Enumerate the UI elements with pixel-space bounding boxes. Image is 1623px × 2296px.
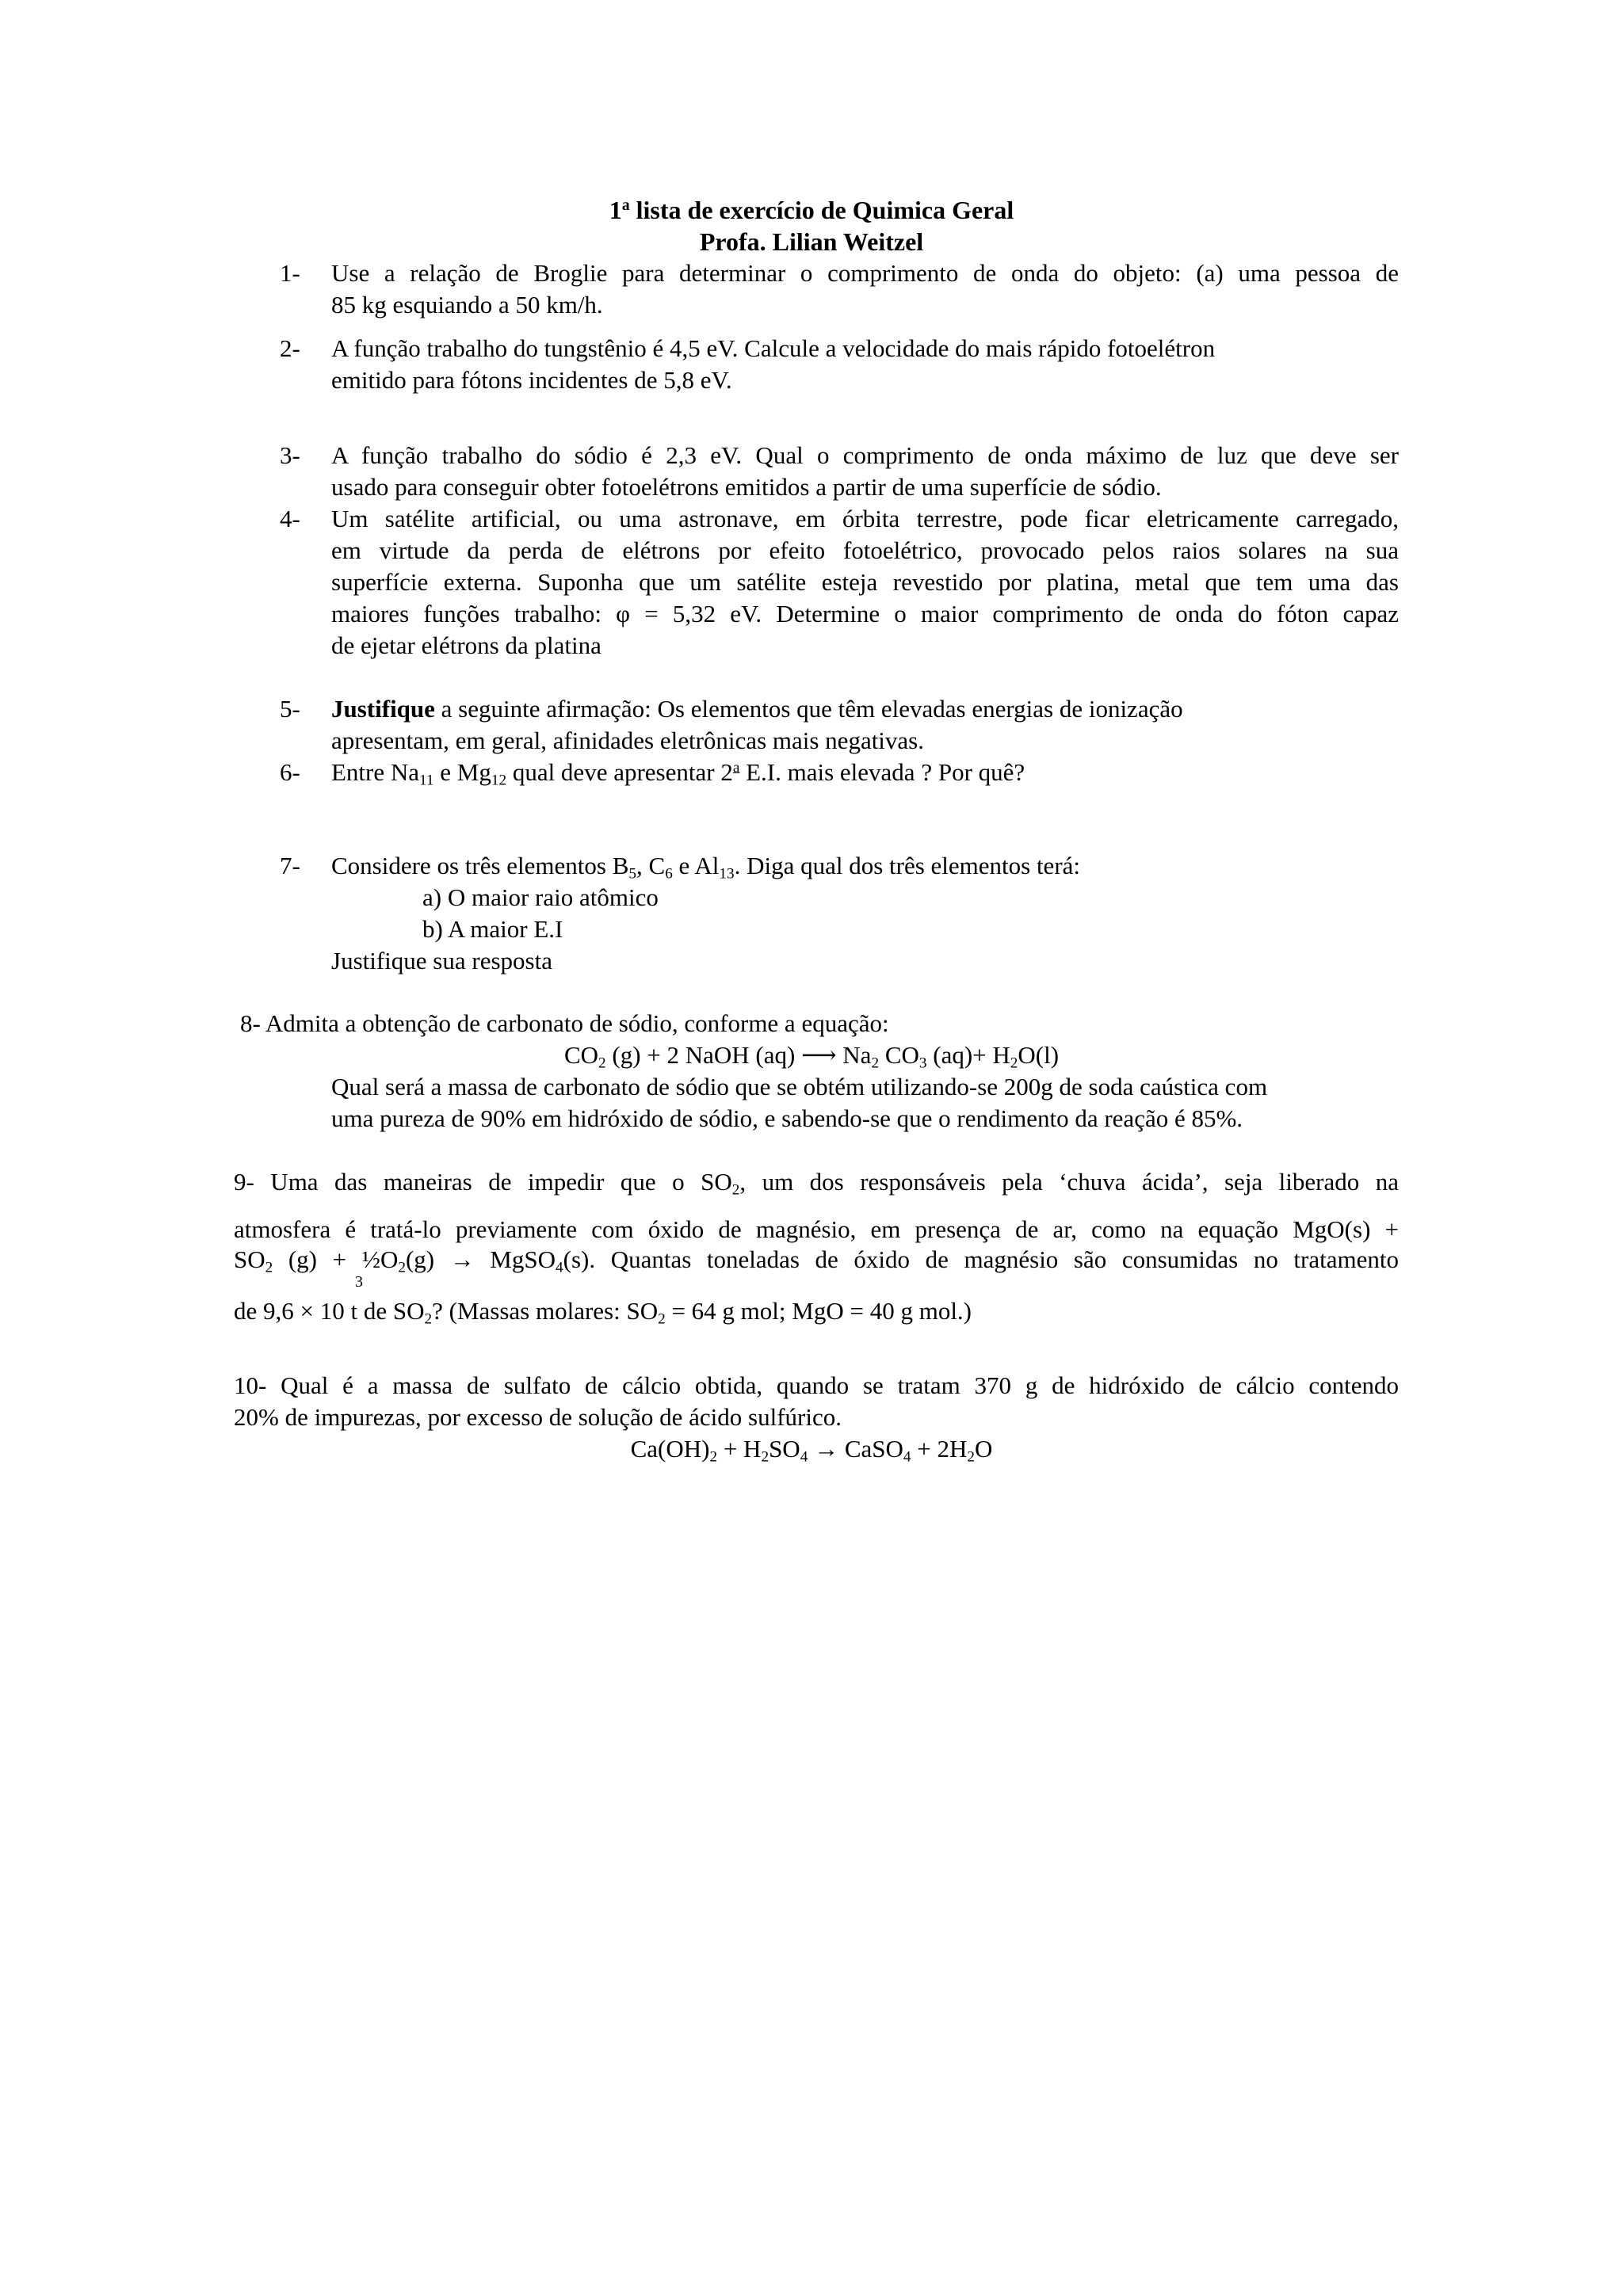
question-9-line-1: 9- Uma das maneiras de impedir que o $SO_2$, um dos responsáveis pela ‘chuva ácida’, seja liberado na [234, 1168, 1399, 1199]
question-2-line-1: A função trabalho do tungstênio é 4,5 eV. Calcule a velocidade do mais rápido fotoelétron [331, 334, 1216, 362]
question-1-line-1: Use a relação de Broglie para determinar o comprimento de onda do objeto: (a) uma pessoa de [331, 259, 1399, 287]
question-9-line-3: $SO_2$ $(g) + \frac{1}{2}O_2(g)$ → MgSO$_4$(s). Quantas toneladas de óxido de magnésio são consumidas no tratamento [234, 1245, 1399, 1276]
question-1-number: 1- [280, 259, 300, 287]
question-2-line-2: emitido para fótons incidentes de 5,8 eV. [331, 366, 732, 394]
question-4-line-5: de ejetar elétrons da platina [331, 631, 601, 659]
question-2-number: 2- [280, 334, 300, 362]
question-8-equation: $CO_2$ (g) + 2 NaOH (aq) ⟶ $Na_2$ $CO_3$ $(aq)+ H_2O(l)$ [563, 1041, 1060, 1072]
question-1-line-2: 85 kg esquiando a 50 km/h. [331, 291, 603, 318]
question-10-line-2: 20% de impurezas, por excesso de solução de ácido sulfúrico. [234, 1403, 842, 1431]
question-5-line-2: apresentam, em geral, afinidades eletrônicas mais negativas. [331, 727, 924, 754]
question-6-number: 6- [280, 758, 300, 786]
question-10-equation: $Ca(OH)_2 + H_2SO_4$ → CaSO$_4$ + $2H_2O$ [630, 1435, 993, 1466]
question-7-item-a: a) O maior raio atômico [422, 883, 659, 911]
question-4-line-2: em virtude da perda de elétrons por efeito fotoelétrico, provocado pelos raios solares na sua [331, 536, 1399, 564]
question-4-line-3: superfície externa. Suponha que um satélite esteja revestido por platina, metal que tem uma das [331, 568, 1399, 596]
question-3-line-2: usado para conseguir obter fotoelétrons emitidos a partir de uma superfície de sódio. [331, 473, 1162, 501]
question-9-line-2: atmosfera é tratá-lo previamente com óxido de magnésio, em presença de ar, como na equação MgO(s) + [234, 1215, 1399, 1243]
question-9-exponent: 3 [355, 1273, 363, 1291]
question-8-line-2: Qual será a massa de carbonato de sódio que se obtém utilizando-se 200g de soda caústica com [331, 1073, 1268, 1100]
question-7-line-1: Considere os três elementos $B_5$, $C_6$ e $Al_{13}$. Diga qual dos três elementos terá: [331, 852, 1081, 883]
question-6-line-1: Entre $Na_{11}$ e $Mg_{12}$ qual deve apresentar 2$^a$ E.I. mais elevada ? Por quê? [331, 758, 1025, 789]
question-7-item-b: b) A maior E.I [422, 915, 563, 943]
document-title: 1$^a$ lista de exercício de Quimica Geral [609, 196, 1014, 224]
question-7-number: 7- [280, 852, 300, 879]
question-4-line-1: Um satélite artificial, ou uma astronave, em órbita terrestre, pode ficar eletricamente carregado, [331, 505, 1399, 532]
question-4-line-4: maiores funções trabalho: φ = 5,32 eV. Determine o maior comprimento de onda do fóton capaz [331, 600, 1399, 627]
question-7-justify: Justifique sua resposta [331, 947, 552, 974]
document-subtitle: Profa. Lilian Weitzel [699, 227, 924, 256]
question-10-line-1: 10- Qual é a massa de sulfato de cálcio obtida, quando se tratam 370 g de hidróxido de cálcio contendo [234, 1371, 1399, 1399]
question-8-line-3: uma pureza de 90% em hidróxido de sódio, e sabendo-se que o rendimento da reação é 85%. [331, 1104, 1243, 1132]
question-5-line-1: Justifique a seguinte afirmação: Os elementos que têm elevadas energias de ionização [331, 695, 1183, 723]
question-3-line-1: A função trabalho do sódio é 2,3 eV. Qual o comprimento de onda máximo de luz que deve ser [331, 441, 1399, 469]
question-8-line-1: 8- Admita a obtenção de carbonato de sódio, conforme a equação: [240, 1009, 889, 1037]
question-3-number: 3- [280, 441, 300, 469]
question-9-line-4: de 9,6 × 10 t de $SO_2$? (Massas molares: $SO_2 = 64$ g mol; MgO = 40 g mol.) [234, 1297, 972, 1328]
question-5-number: 5- [280, 695, 300, 723]
question-4-number: 4- [280, 505, 300, 532]
